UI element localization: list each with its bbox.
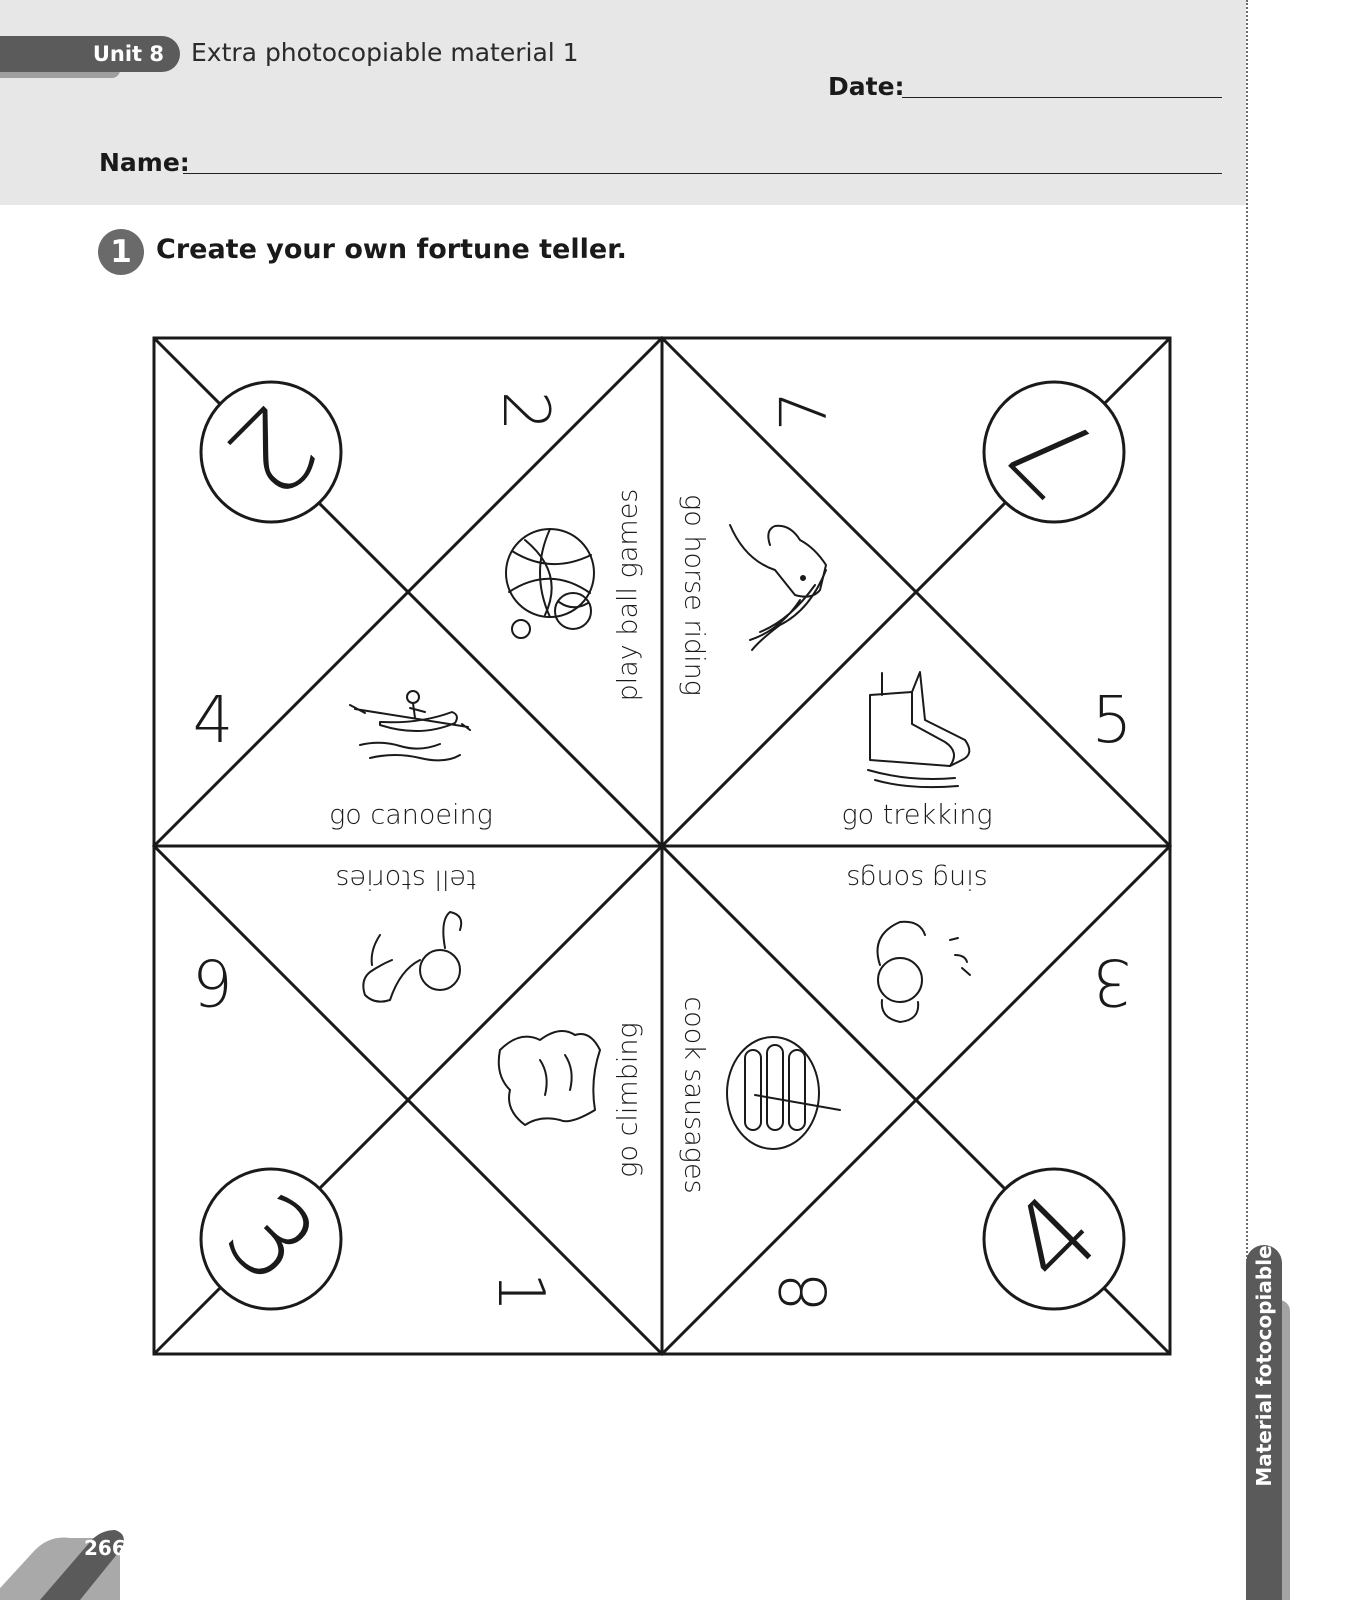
flap-number-1: 1 — [483, 1271, 557, 1313]
storyteller-icon — [363, 912, 461, 1002]
flap-number-5: 5 — [1091, 684, 1133, 758]
label-go-trekking: go trekking — [841, 799, 993, 831]
flap-number-7: 7 — [768, 390, 842, 432]
page-corner — [0, 1520, 140, 1600]
corner-number-top-left: 2 — [200, 381, 342, 523]
name-label: Name: — [99, 148, 190, 177]
date-label: Date: — [828, 72, 905, 101]
label-go-horse-riding: go horse riding — [678, 494, 710, 696]
climber-icon — [499, 1031, 600, 1125]
label-go-climbing: go climbing — [612, 1022, 644, 1178]
label-tell-stories: tell stories — [335, 863, 477, 895]
corner-number-top-right: 7 — [983, 381, 1125, 523]
exercise-instruction: Create your own fortune teller. — [156, 234, 627, 265]
page-number: 266 — [84, 1536, 126, 1560]
canoe-icon — [350, 691, 470, 760]
exercise-number: 1 — [98, 229, 144, 275]
horse-icon — [730, 525, 826, 650]
boots-icon — [868, 672, 969, 787]
label-go-canoeing: go canoeing — [329, 799, 493, 831]
label-sing-songs: sing songs — [846, 863, 988, 895]
ball-icon — [506, 529, 594, 638]
sausages-icon — [727, 1037, 840, 1149]
label-cook-sausages: cook sausages — [678, 996, 710, 1194]
flap-number-3: 3 — [1091, 944, 1133, 1018]
label-play-ball-games: play ball games — [612, 488, 644, 702]
flap-number-2: 2 — [488, 390, 562, 432]
singer-icon — [878, 922, 971, 1022]
flap-number-8: 8 — [768, 1271, 842, 1313]
flap-number-6: 6 — [192, 944, 234, 1018]
unit-badge: Unit 8 — [0, 36, 180, 72]
corner-number-bottom-right: 4 — [983, 1168, 1125, 1310]
flap-number-4: 4 — [192, 684, 234, 758]
page-title: Extra photocopiable material 1 — [191, 38, 579, 67]
corner-number-bottom-left: 3 — [200, 1168, 342, 1310]
side-tab-label: Material fotocopiable — [1252, 1245, 1276, 1487]
